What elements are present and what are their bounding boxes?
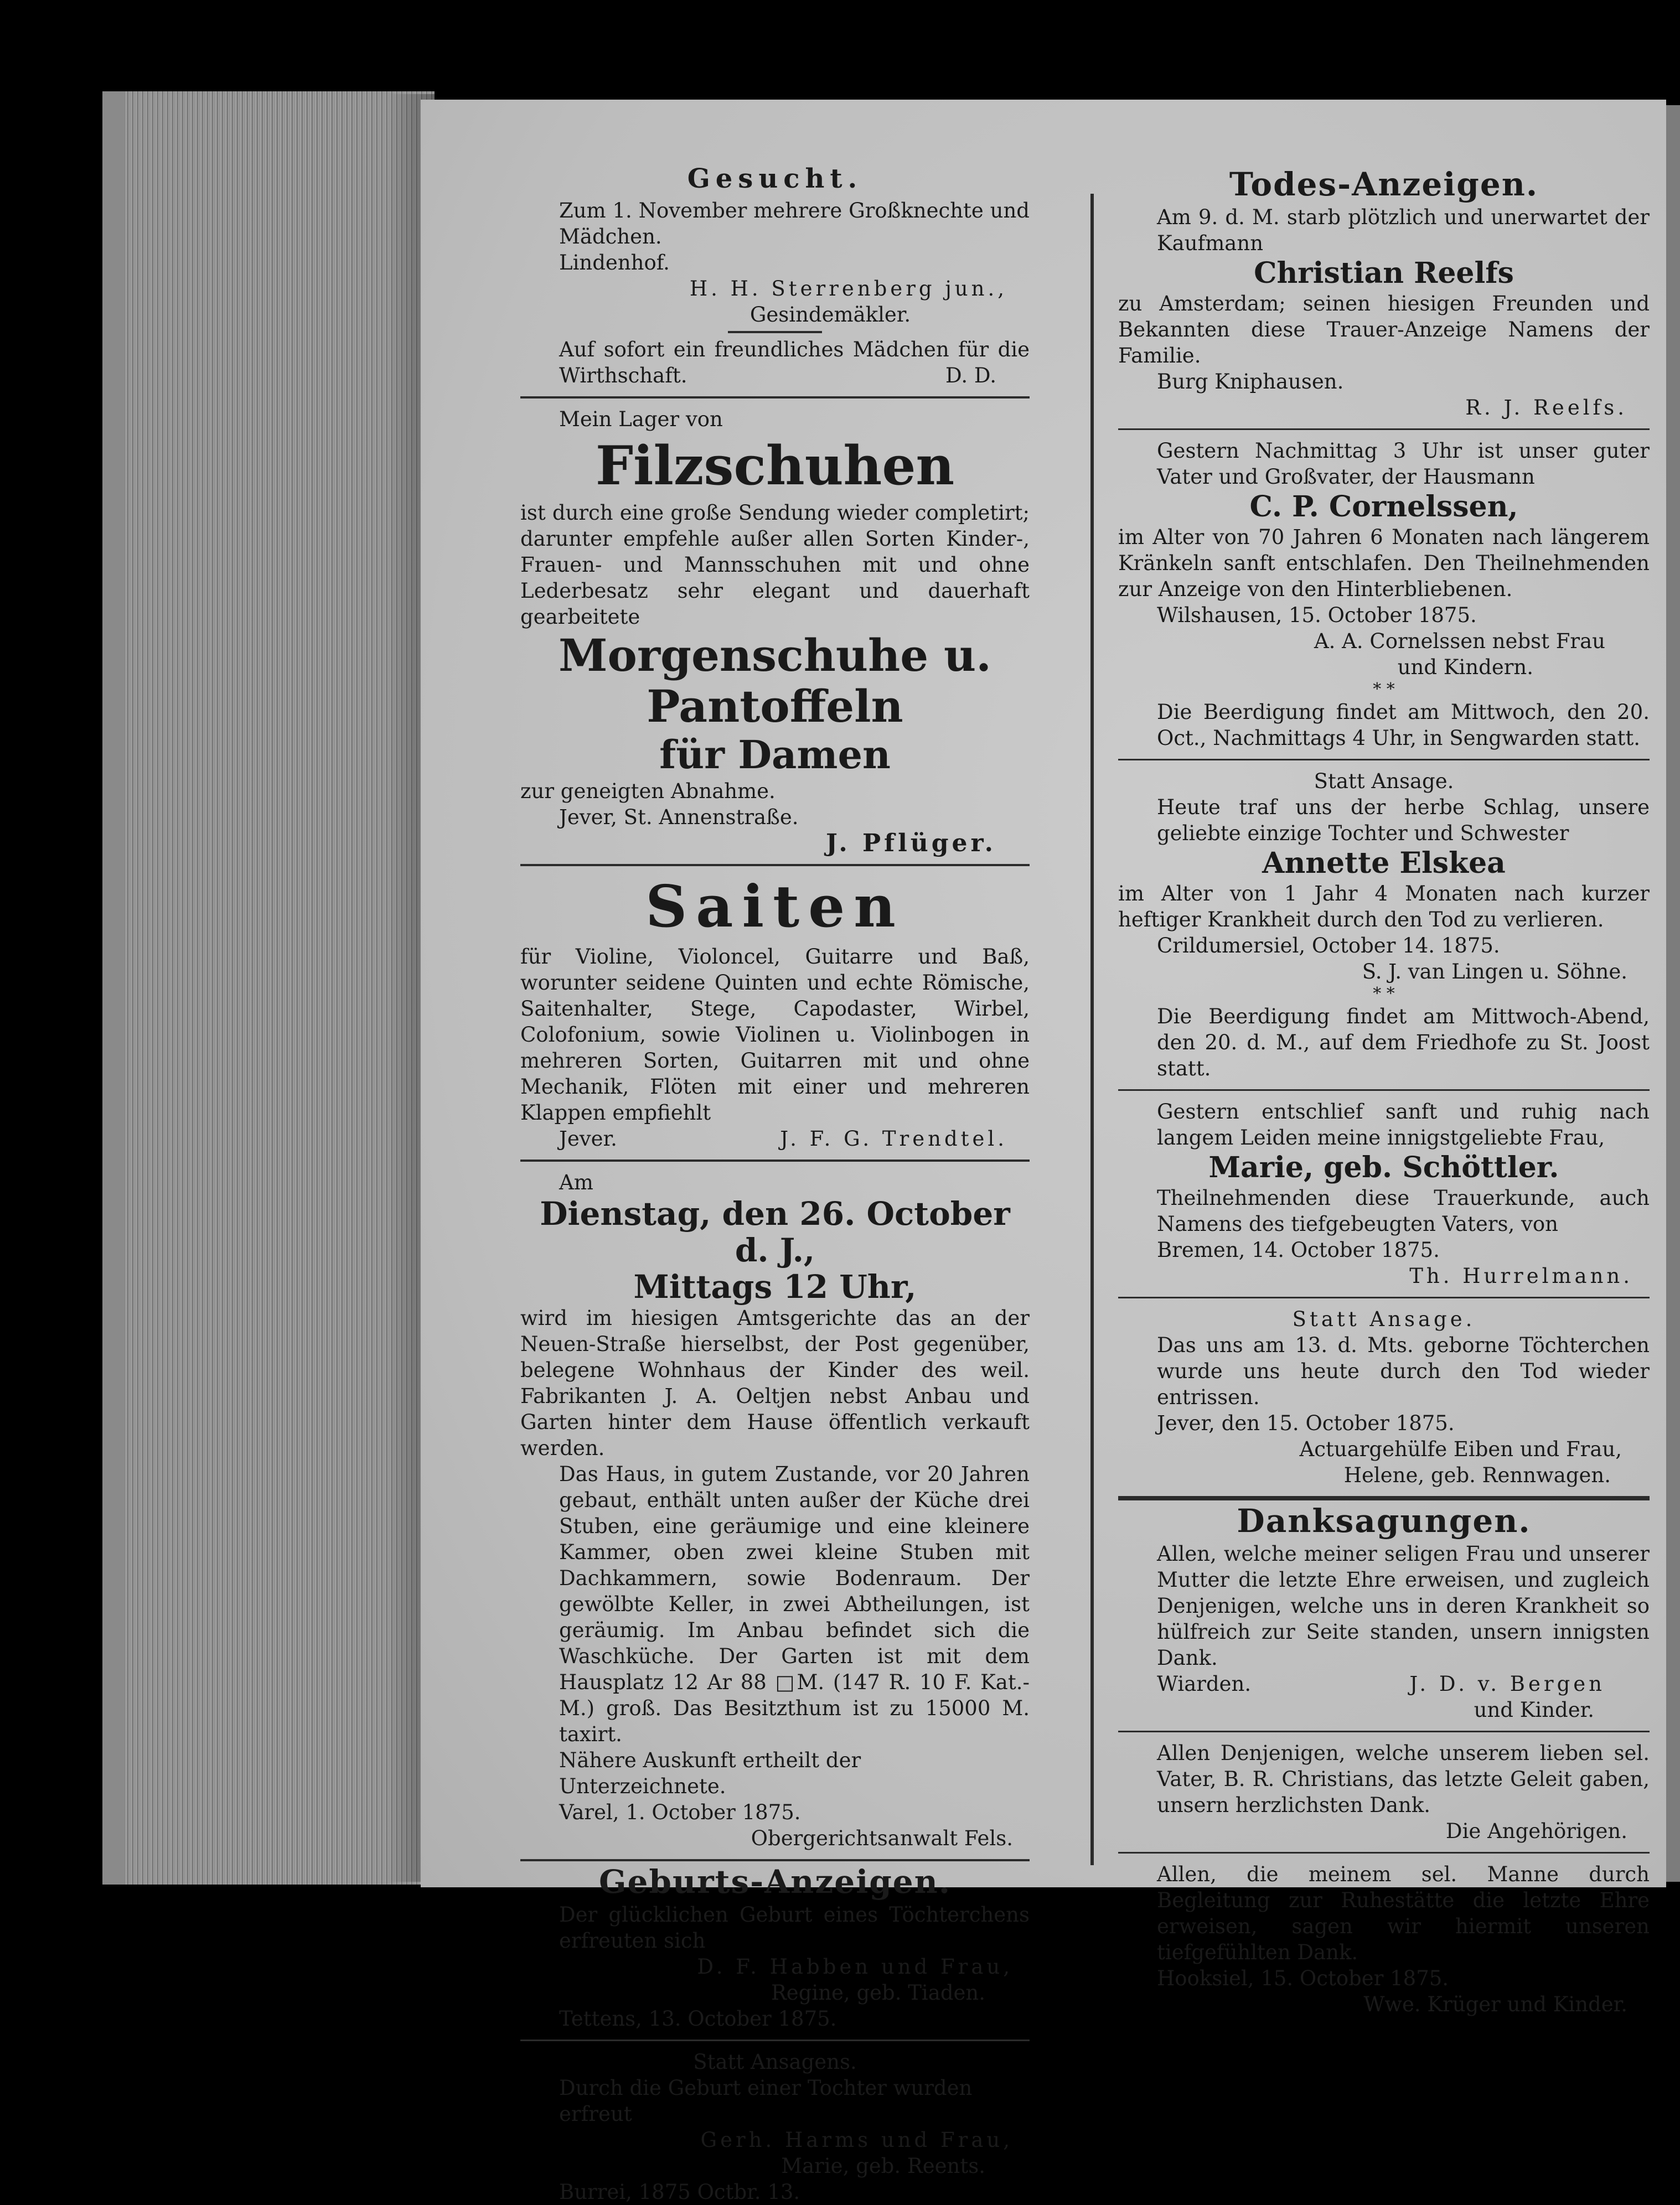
- section-dank: [1118, 1502, 1650, 2017]
- notice-signature: Th. Hurrelmann.: [1409, 1264, 1633, 1288]
- ad-text: wird im hiesigen Amtsgerichte das an der Neuen-Straße hierselbst, der Post gegenüber, belegene Wohnhaus der Kinder des weil. Fabrikanten J. A. Oeltjen nebst Anbau und Garten hinter dem Hause öffentlich verkauft werden.: [520, 1306, 1030, 1460]
- notice-text: Das uns am 13. d. Mts. geborne Töchterchen wurde uns heute durch den Tod wieder entrissen.: [1157, 1333, 1650, 1409]
- notice-place: Wilshausen, 15. October 1875.: [1157, 603, 1477, 627]
- notice-text: Allen, welche meiner seligen Frau und unserer Mutter die letzte Ehre erweisen, und zugleich Denjenigen, welche uns in deren Krankheit so hülfreich zur Seite standen, unsern innigsten Dank.: [1157, 1542, 1650, 1670]
- notice-heading: Statt Ansage.: [1292, 1307, 1476, 1331]
- notice-place: Hooksiel, 15. October 1875.: [1157, 1966, 1449, 1990]
- ad-signature: J. F. G. Trendtel.: [780, 1127, 1007, 1151]
- separator: [520, 396, 1030, 398]
- deceased-name: Christian Reelfs: [1254, 256, 1514, 290]
- ad-text: Auf sofort ein freundliches Mädchen für die Wirthschaft.: [559, 338, 1030, 387]
- notice-text: Die Beerdigung findet am Mittwoch, den 20. Oct., Nachmittags 4 Uhr, in Sengwarden statt.: [1157, 700, 1650, 750]
- notice-signature: A. A. Cornelssen nebst Frau: [1314, 629, 1605, 653]
- section-title: Geburts-Anzeigen.: [598, 1863, 952, 1901]
- notice-text: Allen Denjenigen, welche unserem lieben sel. Vater, B. R. Christians, das letzte Geleit gaben, unsern herzlichsten Dank.: [1157, 1741, 1650, 1817]
- ad-headline: Dienstag, den 26. October d. J.,: [540, 1195, 1010, 1269]
- separator: [1118, 1731, 1650, 1732]
- separator: [728, 331, 822, 333]
- ad-saiten: [520, 874, 1030, 1152]
- separator: [1118, 759, 1650, 760]
- newspaper-page: [421, 100, 1666, 2204]
- deceased-name: C. P. Cornelssen,: [1249, 490, 1518, 524]
- left-column: [520, 163, 1030, 2205]
- right-column: [1118, 166, 1650, 2017]
- notice-signature: Gerh. Harms und Frau,: [700, 2128, 1013, 2152]
- ad-gesucht: [520, 163, 1030, 389]
- notice-heading: Statt Ansage.: [1314, 769, 1454, 793]
- notice-text: Gestern Nachmittag 3 Uhr ist unser guter Vater und Großvater, der Hausmann: [1157, 439, 1650, 489]
- separator: [520, 1859, 1030, 1861]
- notice-signature: R. J. Reelfs.: [1465, 396, 1627, 420]
- ad-signature: Obergerichtsanwalt Fels.: [751, 1826, 1013, 1850]
- ad-title: Gesucht.: [687, 163, 863, 194]
- section-geburt: [520, 1863, 1030, 2205]
- ad-text: Nähere Auskunft ertheilt der Unterzeichnete.: [559, 1748, 861, 1798]
- separator: [1118, 1496, 1650, 1500]
- separator: [520, 864, 1030, 866]
- notice-place: Tettens, 13. October 1875.: [559, 2007, 837, 2031]
- ad-signature-role: Gesindemäkler.: [749, 303, 911, 327]
- ad-headline: Saiten: [645, 872, 904, 940]
- notice-text: Theilnehmenden diese Trauerkunde, auch Namens des tiefgebeugten Vaters, von: [1157, 1186, 1650, 1236]
- ad-headline: für Damen: [659, 732, 891, 778]
- asterisk-divider: * *: [1373, 984, 1395, 1003]
- notice-heading: Statt Ansagens.: [693, 2050, 857, 2074]
- notice-text: Heute traf uns der herbe Schlag, unsere geliebte einzige Tochter und Schwester: [1157, 795, 1650, 845]
- section-title: Todes-Anzeigen.: [1229, 165, 1539, 203]
- notice-signature: S. J. van Lingen u. Söhne.: [1362, 960, 1627, 984]
- ad-text: ist durch eine große Sendung wieder completirt; darunter empfehle außer allen Sorten Kinder-, Frauen- und Mannsschuhen mit und ohne Lederbesatz sehr elegant und dauerhaft gearbeitete: [520, 501, 1030, 629]
- ad-text: Zum 1. November mehrere Großknechte und Mädchen.: [559, 199, 1030, 249]
- notice-text: Gestern entschlief sanft und ruhig nach langem Leiden meine innigstgeliebte Frau,: [1157, 1100, 1650, 1150]
- notice-signature: J. D. v. Bergen: [1409, 1672, 1605, 1696]
- ad-signature: J. Pflüger.: [826, 829, 996, 857]
- notice-place: Wiarden.: [1157, 1672, 1252, 1696]
- book-page-edges: [102, 91, 435, 1885]
- notice-text: Am 9. d. M. starb plötzlich und unerwartet der Kaufmann: [1157, 205, 1650, 255]
- ad-headline: Morgenschuhe u. Pantoffeln: [558, 629, 992, 732]
- notice-signature: und Kinder.: [1474, 1698, 1594, 1722]
- notice-text: im Alter von 70 Jahren 6 Monaten nach längerem Kränkeln sanft entschlafen. Den Theilnehmenden zur Anzeige von den Hinterbliebenen.: [1118, 525, 1650, 601]
- separator: [1118, 1852, 1650, 1854]
- separator: [520, 1160, 1030, 1162]
- ad-place: Varel, 1. October 1875.: [559, 1800, 801, 1824]
- separator: [1118, 428, 1650, 430]
- notice-place: Burg Kniphausen.: [1157, 370, 1344, 394]
- notice-place: Jever, den 15. October 1875.: [1157, 1411, 1455, 1435]
- ad-place: Jever.: [559, 1127, 617, 1151]
- ad-text: Das Haus, in gutem Zustande, vor 20 Jahren gebaut, enthält unten außer der Küche drei Stuben, eine geräumige und eine kleinere Kammer, oben zwei kleine Stuben mit Dachkammern, sowie Bodenraum. Der gewölbte Keller, in zwei Abtheilungen, ist geräumig. Im Anbau befindet sich die Waschküche. Der Garten ist mit dem Hausplatz 12 Ar 88 □M. (147 R. 10 F. Kat.-M.) groß. Das Besitzthum ist zu 15000 M. taxirt.: [559, 1462, 1030, 1746]
- ad-text: zur geneigten Abnahme.: [520, 779, 776, 803]
- separator: [1118, 1089, 1650, 1091]
- ad-text: für Violine, Violoncel, Guitarre und Baß, worunter seidene Quinten und echte Römische, Saitenhalter, Stege, Capodaster, Wirbel, Colofonium, sowie Violinen u. Violinbogen in mehreren Sorten, Guitarren mit und ohne Mechanik, Flöten mit einer und mehreren Klappen empfiehlt: [520, 945, 1030, 1125]
- notice-text: Durch die Geburt einer Tochter wurden erfreut: [559, 2076, 973, 2126]
- column-divider: [1090, 194, 1094, 1865]
- notice-text: zu Amsterdam; seinen hiesigen Freunden und Bekannten diese Trauer-Anzeige Namens der Familie.: [1118, 292, 1650, 368]
- section-title: Danksagungen.: [1237, 1502, 1531, 1540]
- asterisk-divider: * *: [1373, 680, 1395, 699]
- ad-signature: D. D.: [945, 364, 996, 387]
- separator: [1118, 1297, 1650, 1298]
- section-todes: [1118, 165, 1650, 1488]
- deceased-name: Marie, geb. Schöttler.: [1208, 1151, 1559, 1184]
- ad-intro: Mein Lager von: [559, 407, 723, 431]
- notice-signature: und Kindern.: [1397, 655, 1533, 679]
- notice-signature: Regine, geb. Tiaden.: [771, 1981, 985, 2005]
- notice-signature: Helene, geb. Rennwagen.: [1343, 1463, 1611, 1487]
- ad-intro: Am: [559, 1171, 593, 1194]
- ad-headline: Filzschuhen: [595, 434, 955, 497]
- notice-text: Die Beerdigung findet am Mittwoch-Abend, den 20. d. M., auf dem Friedhofe zu St. Joost statt.: [1157, 1005, 1650, 1080]
- ad-auction: [520, 1169, 1030, 1851]
- separator: [520, 2040, 1030, 2041]
- notice-place: Burrei, 1875 Octbr. 13.: [559, 2180, 800, 2204]
- notice-signature: Die Angehörigen.: [1445, 1819, 1627, 1843]
- ad-headline: Mittags 12 Uhr,: [633, 1268, 917, 1306]
- notice-signature: Wwe. Krüger und Kinder.: [1363, 1992, 1627, 2016]
- notice-place: Bremen, 14. October 1875.: [1157, 1238, 1440, 1262]
- notice-text: Der glücklichen Geburt eines Töchterchens erfreuten sich: [559, 1903, 1030, 1953]
- notice-signature: Marie, geb. Reents.: [781, 2154, 985, 2178]
- ad-place: Lindenhof.: [559, 251, 670, 275]
- notice-signature: D. F. Habben und Frau,: [697, 1955, 1013, 1979]
- ad-filzschuhe: [520, 406, 1030, 856]
- ad-signature: H. H. Sterrenberg jun.,: [689, 277, 1007, 301]
- notice-place: Crildumersiel, October 14. 1875.: [1157, 934, 1500, 957]
- ad-place: Jever, St. Annenstraße.: [559, 805, 799, 829]
- notice-text: im Alter von 1 Jahr 4 Monaten nach kurzer heftiger Krankheit durch den Tod zu verlieren.: [1118, 882, 1650, 931]
- deceased-name: Annette Elskea: [1262, 846, 1506, 880]
- notice-text: Allen, die meinem sel. Manne durch Begleitung zur Ruhestätte die letzte Ehre erweisen, sagen wir hiermit unseren tiefgefühlten Dank.: [1157, 1862, 1650, 1964]
- notice-signature: Actuargehülfe Eiben und Frau,: [1299, 1437, 1622, 1461]
